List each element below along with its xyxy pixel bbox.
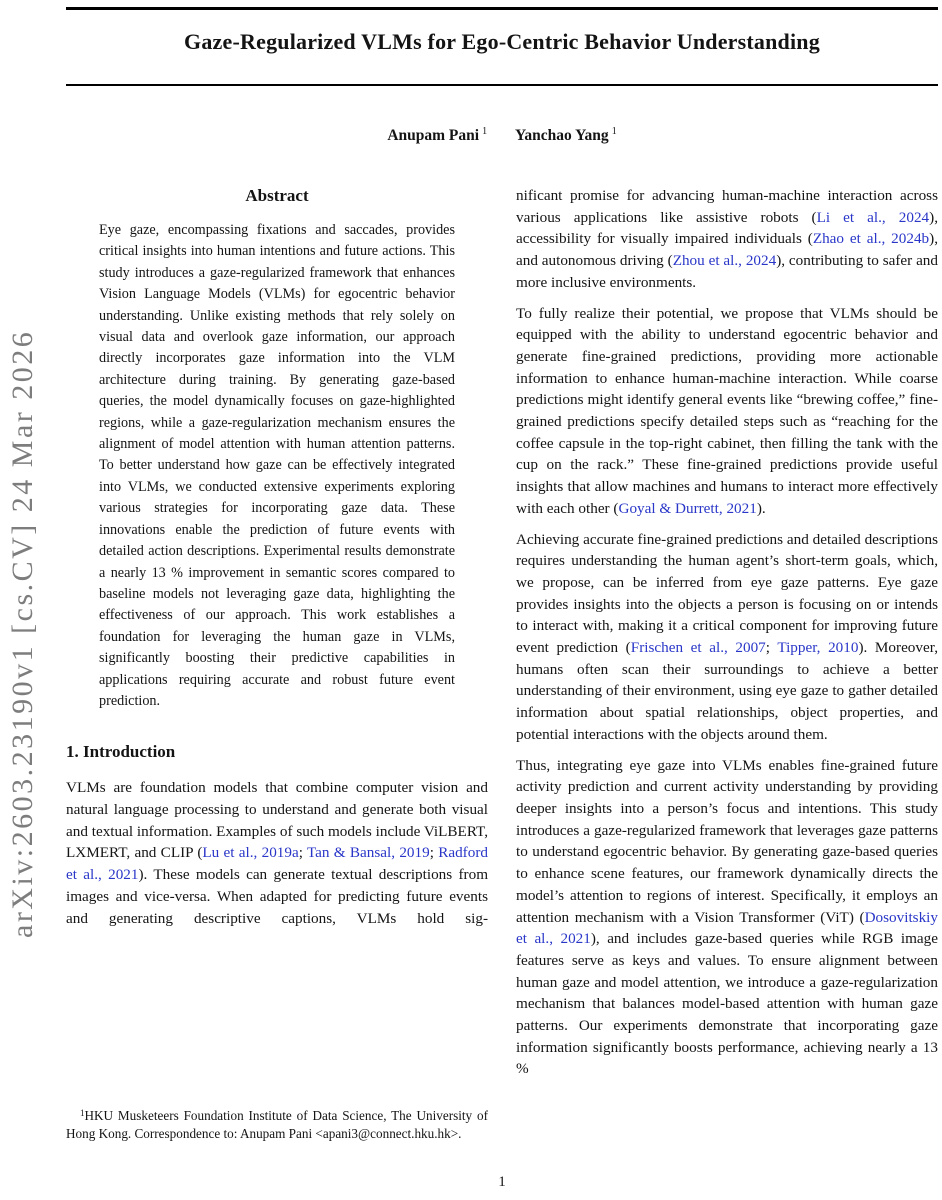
citation-link[interactable]: Frischen et al., 2007 [630,639,766,657]
body-paragraph: Thus, integrating eye gaze into VLMs enables fine-grained future activity prediction and current activity understanding by providing deeper insights into a person’s focus and intentions. This study introduces a gaze-regularized framework that leverages gaze patterns to understand egocentric behavior. By generating gaze-based queries to enhance scene features, our framework dynamically directs the model’s attention to regions of interest. Specifically, it employs an attention mechanism with a Vision Transformer (ViT) (Dosovitskiy et al., 2021), and includes gaze-based queries while RGB image features serve as keys and values. To ensure alignment between human gaze and model attention, we introduce a gaze-regularization mechanism that balances model-based attention with human gaze patterns. Our experiments demonstrate that incorporating gaze information significantly boosts performance, achieving nearly a 13 % [516,756,938,1078]
two-column-body [66,185,938,1143]
introduction-paragraph: VLMs are foundation models that combine computer vision and natural language processing to understand and generate both visual and textual information. Examples of such models include ViLBERT, LXMERT, and CLIP (Lu et al., 2019a; Tan & Bansal, 2019; Radford et al., 2021). These models can generate textual descriptions from images and vice-versa. When adapted for predicting future events and generating descriptive captions, VLMs hold sig- [66,779,489,927]
affiliation-footnote [66,1099,488,1143]
footnote-text: HKU Musketeers Foundation Institute of Data Science, The University of Hong Kong. Correspondence to: Anupam Pani <apani3@connect.hku.hk>. [66,1108,488,1142]
citation-link[interactable]: Radford et al., 2021 [66,844,488,884]
citation-link[interactable]: Goyal & Durrett, 2021 [618,499,757,517]
author-name: Yanchao Yang [514,127,609,144]
paper-title: Gaze-Regularized VLMs for Ego-Centric Behavior Understanding [184,29,820,54]
body-paragraph: Achieving accurate fine-grained predictions and detailed descriptions requires understanding the human agent’s short-term goals, which, we propose, can be inferred from eye gaze patterns. Eye gaze provides insights into the objects a person is focusing on or intends to interact with, making it a critical component for improving future event prediction (Frischen et al., 2007; Tipper, 2010). Moreover, humans often scan their surroundings to achieve a better understanding of their environment, using eye gaze to gather detailed information about spatial relationships, object properties, and potential interactions with the objects around them. [516,530,938,743]
author-entry [387,127,487,144]
author-affiliation-mark: 1 [482,126,488,137]
header-rule-bottom [66,84,938,86]
citation-link[interactable]: Zhou et al., 2024 [672,252,777,270]
page-number: 1 [498,1174,506,1190]
footnote-mark: 1 [80,1108,85,1119]
citation-link[interactable]: Li et al., 2024 [816,208,930,226]
citation-link[interactable]: Tan & Bansal, 2019 [306,844,430,862]
page-content [66,0,938,1200]
section-heading-introduction: 1. Introduction [66,742,176,762]
right-column [516,185,938,1143]
left-column [66,185,488,1143]
author-affiliation-mark: 1 [611,126,617,137]
abstract-heading: Abstract [245,186,309,205]
author-name: Anupam Pani [387,127,480,144]
author-entry [515,127,617,144]
citation-link[interactable]: Zhao et al., 2024b [812,230,930,248]
author-list [66,126,938,145]
citation-link[interactable]: Dosovitskiy et al., 2021 [516,908,938,948]
arxiv-stamp: arXiv:2603.23190v1 [cs.CV] 24 Mar 2026 [6,329,39,938]
abstract-text: Eye gaze, encompassing fixations and saccades, provides critical insights into human intentions and future actions. This study introduces a gaze-regularized framework that enhances Vision Language Models (VLMs) for egocentric behavior understanding. Unlike existing methods that rely solely on visual data and overlook gaze information, our approach directly incorporates gaze information into the VLM architecture during training. By generating gaze-based queries, the model dynamically focuses on gaze-highlighted regions, while a gaze-regularization mechanism ensures the alignment of model attention with human attention patterns. To better understand how gaze can be effectively integrated into VLMs, we conducted extensive experiments exploring various strategies for incorporating gaze data. These innovations enable the prediction of future events with detailed action descriptions. Experimental results demonstrate a nearly 13 % improvement in semantic scores compared to baseline models not leveraging gaze data, highlighting the effectiveness of our approach. This work establishes a foundation for leveraging the human gaze in VLMs, significantly boosting their predictive capabilities in applications requiring accurate and robust future event prediction. [99,222,455,709]
body-paragraph: To fully realize their potential, we propose that VLMs should be equipped with the ability to understand egocentric behavior and generate fine-grained predictions, providing more actionable information to enhance human-machine interaction. While coarse predictions might identify general events like “brewing coffee,” fine-grained predictions specify detailed steps such as “reaching for the coffee capsule in the top-right cabinet, then filling the tank with the cup on the rack.” These fine-grained predictions provide useful insights that allow machines and humans to interact more effectively with each other (Goyal & Durrett, 2021). [516,304,938,517]
header-rule-top [66,7,938,10]
citation-link[interactable]: Tipper, 2010 [777,639,859,657]
body-paragraph: nificant promise for advancing human-machine interaction across various applications like assistive robots (Li et al., 2024), accessibility for visually impaired individuals (Zhao et al., 2024b), and autonomous driving (Zhou et al., 2024), contributing to safer and more inclusive environments. [516,187,938,291]
citation-link[interactable]: Lu et al., 2019a [202,844,299,862]
